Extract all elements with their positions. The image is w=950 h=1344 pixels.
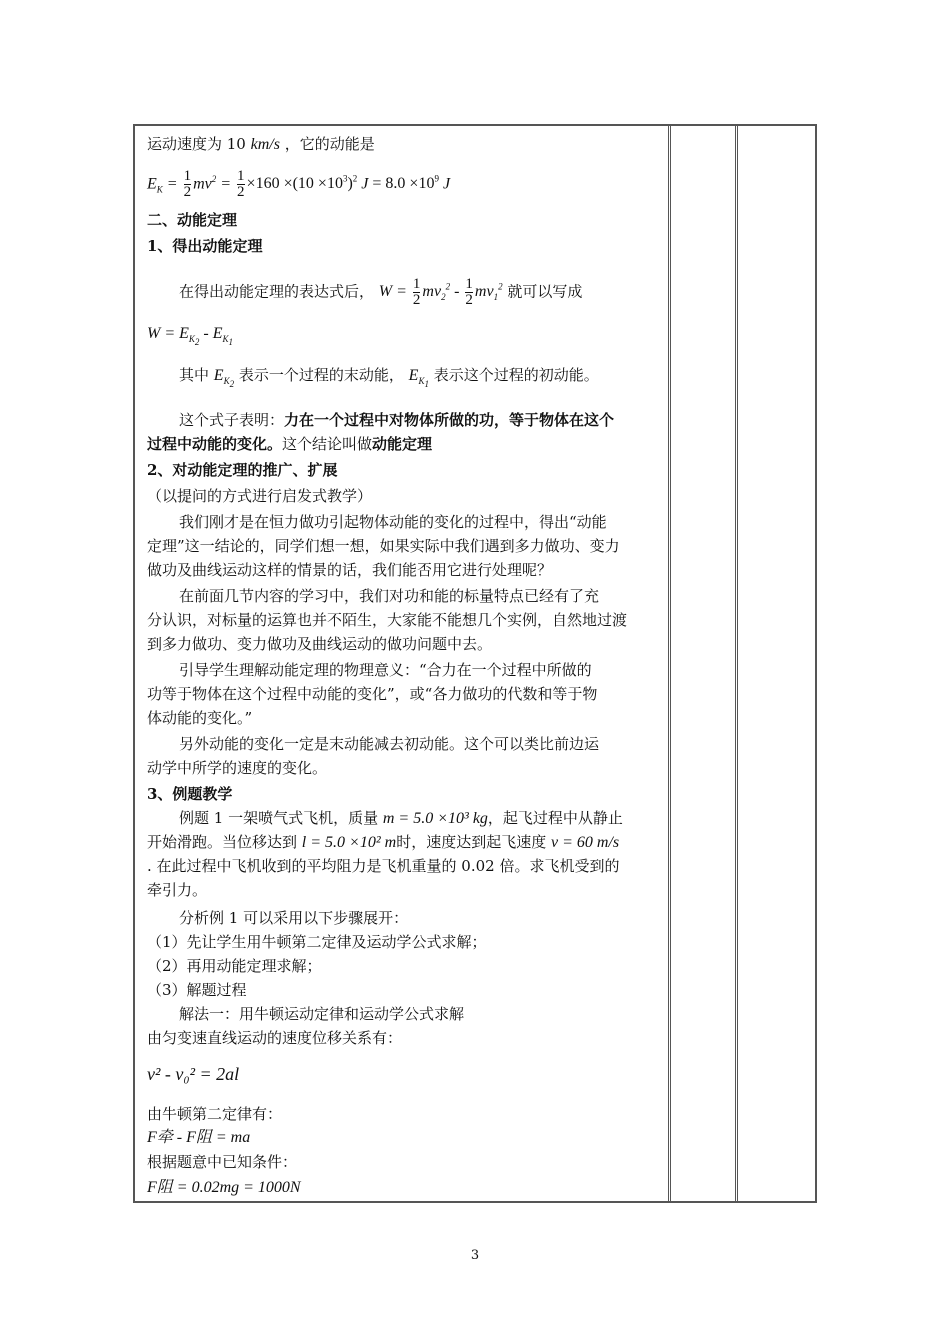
text: 例题 1 一架喷气式飞机，质量: [179, 809, 379, 827]
initial-kinetic-energy: $E_{K_1}$: [408, 367, 429, 389]
text-line: 另外动能的变化一定是末动能减去初动能。这个可以类比前边运: [179, 735, 600, 753]
text-line: 我们刚才是在恒力做功引起物体动能的变化的过程中，得出“动能: [179, 513, 607, 531]
subsection-heading: 2、对动能定理的推广、扩展: [147, 461, 338, 479]
text: 动能定理: [372, 435, 433, 453]
text-line: 解法一：用牛顿运动定律和运动学公式求解: [179, 1005, 465, 1023]
text-line: 牵引力。: [147, 881, 208, 899]
text-line: 由牛顿第二定律有：: [147, 1105, 283, 1123]
unit: km/s: [250, 136, 280, 153]
displacement-value: l = 5.0 ×10² m: [301, 834, 397, 851]
text-line: 分析例 1 可以采用以下步骤展开：: [179, 909, 409, 927]
column-divider: [735, 126, 738, 1201]
equation-newton-second-law: F牵 - F阻 = ma: [147, 1129, 251, 1146]
text-line: [147, 832, 619, 853]
text-line: 做功及曲线运动这样的情景的话，我们能否用它进行处理呢？: [147, 561, 553, 579]
text-line: （以提问的方式进行启发式教学）: [147, 487, 373, 505]
equation-velocity-displacement: v² - v₀² = 2al: [147, 1064, 240, 1084]
text-line: （2）再用动能定理求解；: [147, 957, 322, 975]
text-line: [147, 362, 599, 397]
text: 在得出动能定理的表达式后，: [179, 282, 375, 301]
text-line: 定理”这一结论的，同学们想一想，如果实际中我们遇到多力做功、变力: [147, 537, 620, 555]
equation-kinetic-energy: $E_K$ = $\frac{1}{2}$ $mv^2$ = $\frac{1}{2}$ $\times 160 \times(10 \times 10^3)^2$ $J = 8.0 \times 10^9$ J: [147, 168, 451, 201]
column-divider: [668, 126, 671, 1201]
text-line: [147, 272, 582, 313]
text: 这个结论叫做: [282, 435, 373, 453]
work-energy-expression: W = $\frac{1}{2}$ $mv_2^2$ - $\frac{1}{2}$ $mv_1^2$: [378, 276, 503, 309]
text-line: 引导学生理解动能定理的物理意义：“合力在一个过程中所做的: [179, 661, 592, 679]
text: 表示这个过程的初动能。: [433, 366, 599, 384]
text: 表示一个过程的末动能，: [238, 366, 404, 384]
text-line: . 在此过程中飞机收到的平均阻力是飞机重量的 0.02 倍。求飞机受到的: [147, 857, 620, 875]
text-line: 到多力做功、变力做功及曲线运动的做功问题中去。: [147, 635, 493, 653]
text-line: （3）解题过程: [147, 981, 247, 999]
text: 其中: [179, 366, 210, 384]
text-line: 功等于物体在这个过程中动能的变化”，或“各力做功的代数和等于物: [147, 685, 598, 703]
text: ，它的动能是: [284, 135, 375, 153]
text-line: [147, 434, 432, 454]
text-line: [147, 410, 614, 430]
text-line: 根据题意中已知条件：: [147, 1153, 298, 1171]
text: 运动速度为 10: [147, 135, 246, 153]
text: 开始滑跑。当位移达到: [147, 833, 298, 851]
text: ，起飞过程中从静止: [487, 809, 623, 827]
text-line: 体动能的变化。”: [147, 709, 253, 727]
text-line: 由匀变速直线运动的速度位移关系有：: [147, 1029, 403, 1047]
subsection-heading: 3、例题教学: [147, 785, 233, 803]
text-line: 在前面几节内容的学习中，我们对功和能的标量特点已经有了充: [179, 587, 600, 605]
mass-value: m = 5.0 ×10³ kg: [382, 810, 488, 827]
text: 时，速度达到起飞速度: [396, 833, 547, 851]
text-line: [147, 134, 375, 155]
text: 力在一个过程中对物体所做的功，等于物体在这个: [284, 411, 615, 429]
equation-resistance: F阻 = 0.02mg = 1000N: [147, 1179, 301, 1196]
section-heading: 二、动能定理: [147, 211, 238, 229]
final-kinetic-energy: $E_{K_2}$: [213, 367, 235, 389]
text-line: 动学中所学的速度的变化。: [147, 759, 328, 777]
text: 过程中动能的变化。: [147, 435, 283, 453]
text-line: （1）先让学生用牛顿第二定律及运动学公式求解；: [147, 933, 487, 951]
speed-value: v = 60 m/s: [550, 834, 620, 851]
text: 这个式子表明：: [179, 411, 285, 429]
text-line: 分认识，对标量的运算也并不陌生，大家能不能想几个实例，自然地过渡: [147, 611, 628, 629]
text: 就可以写成: [507, 282, 583, 301]
lesson-table: [133, 124, 817, 1203]
subsection-heading: 1、得出动能定理: [147, 237, 263, 255]
equation-work-energy: $W = E_{K_2} - E_{K_1}$: [147, 325, 234, 347]
page-number: 3: [470, 1248, 480, 1263]
text-line: [147, 808, 623, 829]
